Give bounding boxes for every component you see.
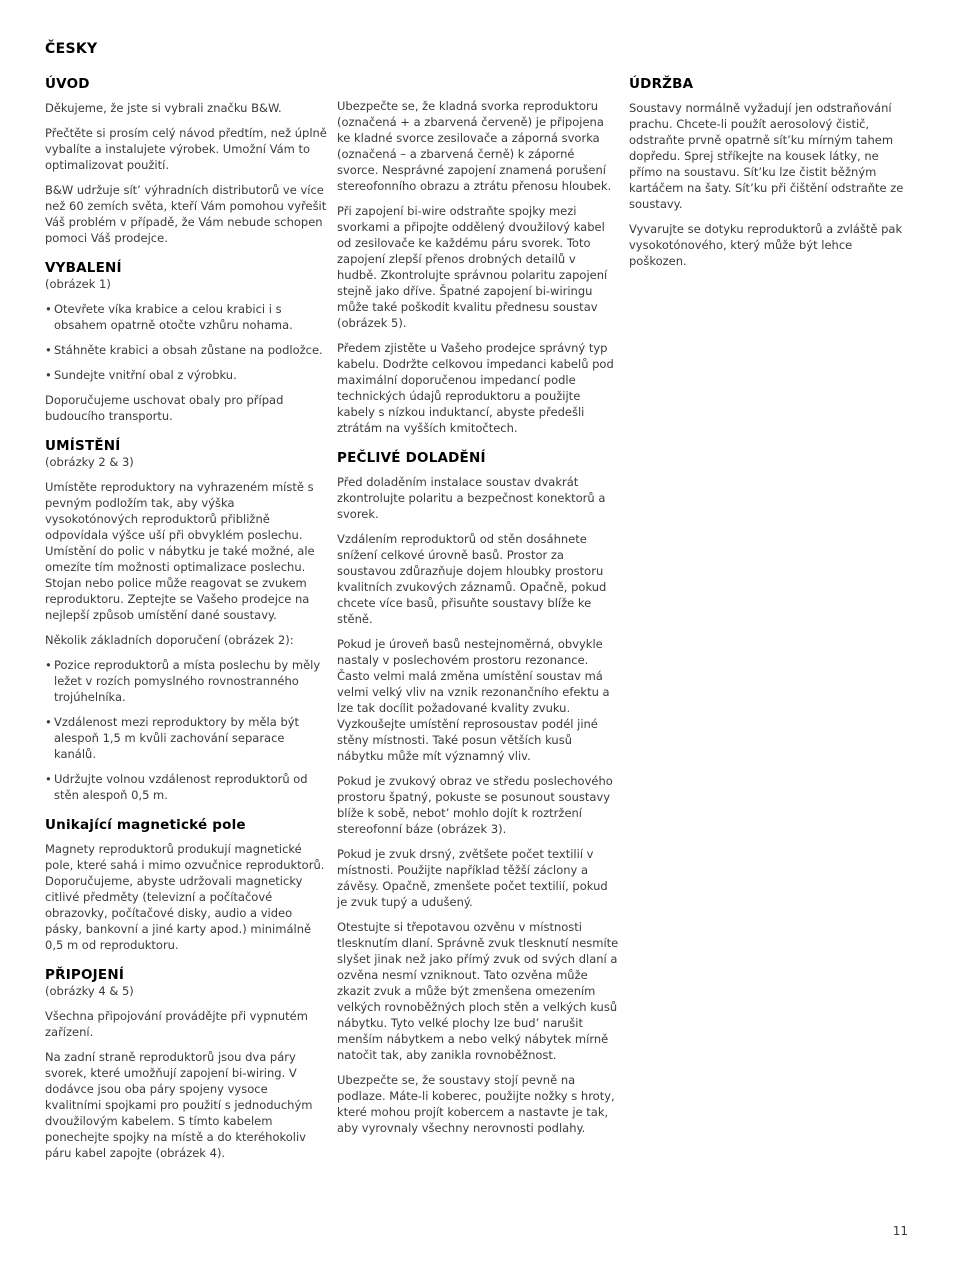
bullet-list xyxy=(45,301,327,383)
section-title-vybaleni: VYBALENÍ xyxy=(45,260,122,276)
paragraph: Při zapojení bi-wire odstraňte spojky mezi svorkami a připojte oddělený dvoužilový kabel od zesilovače ke každému páru svorek. Toto zapojení zlepší přenos drobných detailů v hudbě. Zkontrolujte správnou polaritu zapojení stejně jako dříve. Špatné zapojení bi-wiringu může také poškodit kvalitu přednesu soustav (obrázek 5). xyxy=(337,204,608,330)
paragraph: Vzdálením reproduktorů od stěn dosáhnete snížení celkové úrovně basů. Prostor za soustavou zdůrazňuje dojem hloubky prostoru kvalitních zvukových záznamů. Opačně, pokud chcete více basů, přisuňte soustavy blíže ke stěně. xyxy=(337,532,607,626)
paragraph: Soustavy normálně vyžadují jen odstraňování prachu. Chcete-li použít aerosolový čistič, odstraňte prvně opatrně sít’ku mírným tahem dopředu. Sprej stříkejte na kousek látky, ne přímo na soustavu. Sít’ku lze čistit běžným kartáčem na šaty. Sít’ku při čištění odstraňte ze soustavy. xyxy=(629,101,904,211)
section-peclive-doladeni xyxy=(337,450,619,1136)
figure-reference: (obrázky 2 & 3) xyxy=(45,455,134,469)
list-item: • Stáhněte krabici a obsah zůstane na podložce. xyxy=(45,342,327,358)
paragraph: Umístěte reproduktory na vyhrazeném místě s pevným podložím tak, aby výška vysokotónových reproduktorů přibližně odpovídala výšce uší při obvyklém poslechu. Umístění do polic v nábytku je také možné, ale omezíte tím možnosti optimalizace poslechu. Stojan nebo police může reagovat se zvukem reproduktoru. Zeptejte se Vašeho prodejce na nejlepší způsob umístění dané soustavy. xyxy=(45,480,315,622)
paragraph: Ubezpečte se, že kladná svorka reproduktoru (označená + a zbarvená červeně) je připojena ke kladné svorce zesilovače a záporná svorka (označená – a zbarvená černě) k záporné svorce. Nesprávné zapojení znamená porušení stereofonního obrazu a ztrátu přenosu hloubek. xyxy=(337,99,612,193)
paragraph: Děkujeme, že jste si vybrali značku B&W. xyxy=(45,101,282,115)
bullet-list xyxy=(45,657,327,803)
section-magneticke-pole xyxy=(45,817,327,953)
paragraph: Magnety reproduktorů produkují magnetické pole, které sahá i mimo ozvučnice reproduktorů. Doporučujeme, abyste udržovali magneticky citlivé předměty (televizní a počítačové obrazovky, počítačové disky, audio a video pásky, bankovní a jiné karty apod.) minimálně 0,5 m od reproduktoru. xyxy=(45,842,325,952)
paragraph: Pokud je zvuk drsný, zvětšete počet textilií v místnosti. Použijte například těžší záclony a závěsy. Opačně, zmenšete počet textilií, pokud je zvuk tupý a udušený. xyxy=(337,847,608,909)
section-title-pripojeni: PŘIPOJENÍ xyxy=(45,967,125,983)
language-heading: ČESKY xyxy=(45,41,98,57)
section-pripojeni-continued xyxy=(337,98,619,436)
section-umisteni xyxy=(45,438,327,803)
paragraph: B&W udržuje sít’ výhradních distributorů ve více než 60 zemích světa, kteří Vám pomohou vyřešit Váš problém v případě, že Vám nebude schopen pomoci Váš prodejce. xyxy=(45,183,327,245)
section-vybaleni xyxy=(45,260,327,424)
section-title-magneticke-pole: Unikající magnetické pole xyxy=(45,817,246,833)
paragraph: Pokud je úroveň basů nestejnoměrná, obvykle nastaly v poslechovém prostoru rezonance. Často velmi malá změna umístění soustav má velmi velký vliv na vznik rezonančního efektu a lze tak docílit požadované kvality zvuku. Vyzkoušejte umístění reprosoustav podél jiné stěny místnosti. Také posun větších kusů nábytku může mít významný vliv. xyxy=(337,637,610,763)
paragraph: Před doladěním instalace soustav dvakrát zkontrolujte polaritu a bezpečnost konektorů a svorek. xyxy=(337,475,606,521)
paragraph: Pokud je zvukový obraz ve středu poslechového prostoru špatný, pokuste se posunout soustavy blíže k sobě, nebot’ mohlo dojít k roztržení stereofonní báze (obrázek 3). xyxy=(337,774,613,836)
section-title-peclive-doladeni: PEČLIVÉ DOLADĚNÍ xyxy=(337,450,486,466)
column-right xyxy=(629,76,911,283)
list-item: • Pozice reproduktorů a místa poslechu by měly ležet v rozích pomyslného rovnostranného trojúhelníka. xyxy=(45,657,327,705)
paragraph: Přečtěte si prosím celý návod předtím, než úplně vybalíte a instalujete výrobek. Umožní Vám to optimalizovat použití. xyxy=(45,126,327,172)
paragraph: Otestujte si třepotavou ozvěnu v místnosti tlesknutím dlaní. Správně zvuk tlesknutí nesmíte slyšet jinak než jako přímý zvuk od svých dlaní a ozvěna nesmí vzniknout. Tato ozvěna může zkazit zvuk a může být zmenšena omezením velkých rovnoběžných ploch stěn a velkých kusů nábytku. Tyto velké plochy lze bud’ narušit menším nábytkem a nebo velký nábytek mírně natočit tak, aby zanikla rovnoběžnost. xyxy=(337,920,619,1062)
list-item: • Otevřete víka krabice a celou krabici i s obsahem opatrně otočte vzhůru nohama. xyxy=(45,301,327,333)
column-middle xyxy=(337,98,619,1150)
section-pripojeni xyxy=(45,967,327,1161)
section-udrzba xyxy=(629,76,911,269)
section-uvod xyxy=(45,76,327,246)
paragraph: Na zadní straně reproduktorů jsou dva páry svorek, které umožňují zapojení bi-wiring. V dodávce jsou oba páry spojeny vysoce kvalitními spojkami pro použití s jednoduchým dvoužilovým kabelem. S tímto kabelem ponechejte spojky na místě a do kteréhokoliv páru kabel zapojte (obrázek 4). xyxy=(45,1050,313,1160)
paragraph: Doporučujeme uschovat obaly pro případ budoucího transportu. xyxy=(45,393,284,423)
paragraph: Předem zjistěte u Vašeho prodejce správný typ kabelu. Dodržte celkovou impedanci kabelů pod maximální doporučenou impedancí podle technických údajů reproduktoru a použijte kabely s nízkou induktancí, abyste předešli ztrátám na vyšších kmitočtech. xyxy=(337,341,614,435)
list-item: • Udržujte volnou vzdálenost reproduktorů od stěn alespoň 0,5 m. xyxy=(45,771,327,803)
figure-reference: (obrázek 1) xyxy=(45,277,111,291)
column-left xyxy=(45,76,327,1175)
paragraph: Vyvarujte se dotyku reproduktorů a zvláště pak vysokotónového, který může být lehce poškozen. xyxy=(629,222,903,268)
section-title-umisteni: UMÍSTĚNÍ xyxy=(45,438,121,454)
section-title-uvod: ÚVOD xyxy=(45,76,90,92)
list-item: • Vzdálenost mezi reproduktory by měla být alespoň 1,5 m kvůli zachování separace kanálů. xyxy=(45,714,327,762)
list-item: • Sundejte vnitřní obal z výrobku. xyxy=(45,367,327,383)
figure-reference: (obrázky 4 & 5) xyxy=(45,984,134,998)
page-number: 11 xyxy=(892,1224,908,1238)
paragraph: Ubezpečte se, že soustavy stojí pevně na podlaze. Máte-li koberec, použijte nožky s hroty, které mohou projít kobercem a nastavte je tak, aby vyrovnaly všechny nerovnosti podlahy. xyxy=(337,1073,615,1135)
paragraph: Několik základních doporučení (obrázek 2): xyxy=(45,633,294,647)
section-title-udrzba: ÚDRŽBA xyxy=(629,76,694,92)
paragraph: Všechna připojování provádějte při vypnutém zařízení. xyxy=(45,1009,308,1039)
